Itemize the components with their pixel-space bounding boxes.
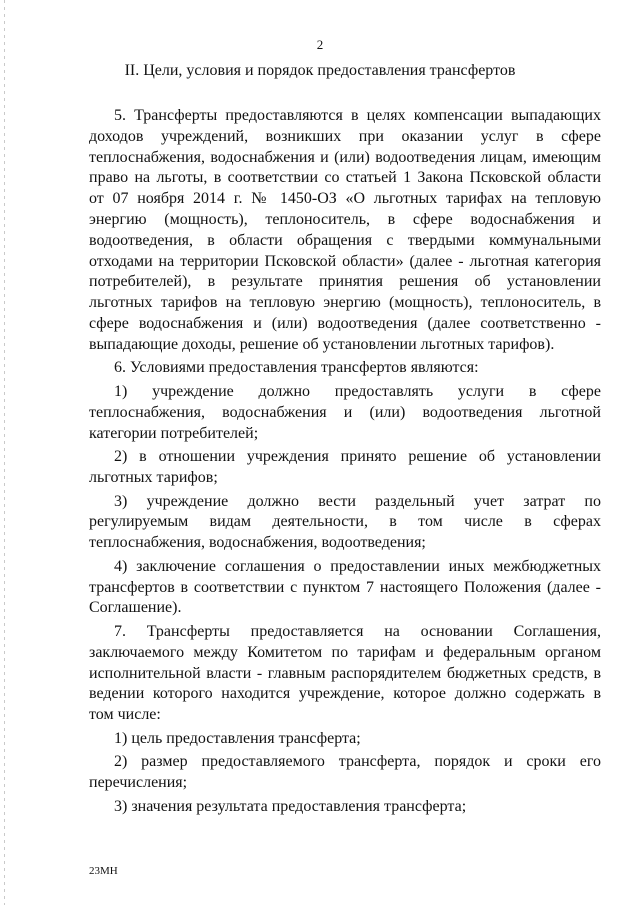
text-line: доходов учреждений, возникших при оказании услуг в сфере	[89, 127, 601, 145]
text-line: право на льготы, в соответствии со статьей 1 Закона Псковской области	[89, 169, 601, 187]
text-line: сфере водоснабжения и (или) водоотведения (далее соответственно -	[89, 314, 601, 332]
text-line: выпадающие доходы, решение об установлении льготных тарифов).	[89, 335, 555, 353]
text-line: от 07 ноября 2014 г. № 1450-ОЗ «О льготных тарифах на тепловую	[89, 190, 601, 208]
text-line: 1) цель предоставления трансферта;	[114, 729, 361, 747]
text-line: теплоснабжения, водоснабжения и (или) водоотведения лицам, имеющим	[89, 148, 601, 166]
text-line: заключаемого между Комитетом по тарифам и федеральным органом	[89, 643, 601, 661]
text-line: энергию (мощность), теплоноситель, в сфере водоснабжения и	[89, 210, 601, 228]
text-line: перечисления;	[89, 774, 188, 792]
section-title: II. Цели, условия и порядок предоставления трансфертов	[124, 62, 516, 79]
text-line: 1) учреждение должно предоставлять услуги в сфере	[114, 382, 601, 400]
text-line: льготных тарифов на тепловую энергию (мощность), теплоноситель, в	[89, 294, 601, 312]
text-line: водоотведения, в области обращения с твердыми коммунальными	[89, 231, 601, 249]
text-line: исполнительной власти - главным распорядителем бюджетных средств, в	[89, 664, 601, 682]
document-body	[89, 106, 601, 820]
text-line: 2) размер предоставляемого трансферта, порядок и сроки его	[114, 753, 601, 771]
text-line: 5. Трансферты предоставляются в целях компенсации выпадающих	[114, 107, 601, 124]
scan-edge-artifact	[4, 0, 5, 905]
text-line: отходами на территории Псковской области» (далее - льготная категория	[89, 252, 601, 270]
text-line: льготных тарифов;	[89, 468, 218, 486]
text-line: том числе:	[89, 706, 161, 724]
text-line: 6. Условиями предоставления трансфертов являются:	[114, 359, 479, 377]
page-number: 2	[316, 37, 324, 52]
text-line: трансфертов в соответствии с пунктом 7 настоящего Положения (далее -	[89, 578, 601, 596]
text-line: 7. Трансферты предоставляется на основании Соглашения,	[114, 622, 601, 640]
paragraph-gap	[89, 817, 601, 820]
text-line: ведении которого находится учреждение, которое должно содержать в	[89, 685, 601, 703]
text-line: потребителей), в результате принятия решения об установлении	[89, 273, 601, 291]
text-line: Соглашение).	[89, 599, 182, 617]
footer-code: 23МН	[89, 865, 118, 877]
text-line: регулируемым видам деятельности, в том числе в сферах	[89, 513, 601, 531]
text-line: 3) значения результата предоставления трансферта;	[114, 797, 467, 815]
text-line: теплоснабжения, водоснабжения и (или) водоотведения льготной	[89, 403, 601, 421]
text-line: 4) заключение соглашения о предоставлении иных межбюджетных	[114, 557, 601, 575]
text-line: теплоснабжения, водоснабжения, водоотведения;	[89, 534, 426, 552]
text-line: категории потребителей;	[89, 424, 259, 442]
text-line: 3) учреждение должно вести раздельный учет затрат по	[114, 492, 601, 510]
text-line: 2) в отношении учреждения принято решение об установлении	[114, 448, 601, 466]
